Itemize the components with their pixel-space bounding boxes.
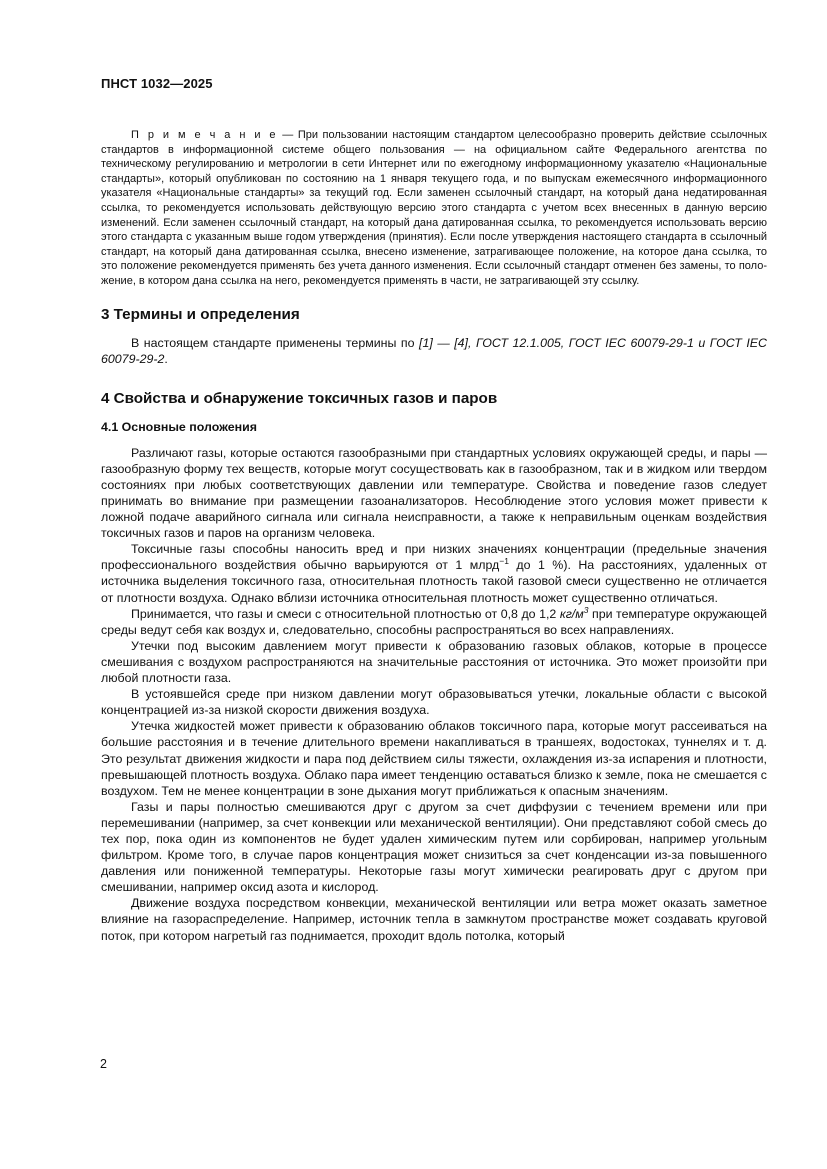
text-run: Газы и пары полностью смешиваются друг с другом за счет диффузии с течением времени или при перемешивании (например, за счет конвекции или механической вентиляции). Они представляют собой смесь до тех пор, пока один из компонентов не будет удален химическим путем или сорбирован, например угольным фильтром. Кроме того, в случае паров концентрация может снизиться за счет конденсации из-за повышенного давления или пониженной температуры. Некоторые газы могут химически реагировать друг с другом при смешивании, например оксид азота и кислород. bbox=[101, 799, 767, 895]
paragraph bbox=[101, 606, 767, 638]
text-run: Принимается, что газы и смеси с относительной плотностью от 0,8 до 1,2 bbox=[131, 606, 560, 621]
paragraph bbox=[101, 895, 767, 943]
text-run: . bbox=[164, 351, 168, 366]
text-run: Токсичные газы способны наносить вред и при низких значениях концентрации (предельные значения профессионального воздействия обычно варьируются от 1 млрд bbox=[101, 542, 767, 573]
section-3-title: 3 Термины и определения bbox=[101, 305, 300, 323]
paragraph bbox=[101, 799, 767, 896]
text-run: Утечка жидкостей может привести к образованию облаков токсичного пара, которые могут рассеиваться на большие расстояния и в течение длительного времени накапливаться в траншеях, водостоках, туннелях и т. д. Это результат движения жидкости и пара под действием силы тяжести, охлаждения из-за испарения и плотности, превышающей плотность воздуха. Облако пара имеет тенденцию оставаться близко к земле, пока не смешается с воздухом. Тем не менее концентрации в зоне дыхания могут приближаться к опасным значениям. bbox=[101, 719, 767, 798]
paragraph bbox=[101, 686, 767, 718]
paragraph bbox=[101, 445, 767, 542]
page-number: 2 bbox=[100, 1057, 107, 1071]
superscript: 3 bbox=[583, 604, 589, 615]
document-header: ПНСТ 1032—2025 bbox=[101, 76, 213, 91]
paragraph bbox=[101, 541, 767, 605]
superscript: −1 bbox=[499, 556, 509, 567]
note-label: П р и м е ч а н и е bbox=[131, 129, 278, 141]
text-run: Утечки под высоким давлением могут привести к образованию газовых облаков, которые в процессе смешивания с воздухом распространяются на значительные расстояния от источника. Это может произойти при любой плотности газа. bbox=[101, 638, 767, 686]
page-content bbox=[101, 128, 767, 944]
paragraph bbox=[101, 718, 767, 798]
text-run: Различают газы, которые остаются газообразными при стандартных условиях окружающей среды, и пары — газообразную форму тех веществ, которые могут сосуществовать как в газообразном, так и в жидком или твердом состояниях при любых соответствующих давлении или температуре. Свойства и поведение газов следует принимать во внимание при размещении газоанализаторов. Несоблюдение этого условия может привести к ложной подаче аварийного сигнала или сигнала неисправности, а также к неправильным оценкам воздействия токсичных газов и паров на организм человека. bbox=[101, 445, 767, 541]
paragraph bbox=[101, 638, 767, 686]
text-run: при температуре окружающей среды ведут себя как воздух и, следовательно, способны распространяться во всех направлениях. bbox=[101, 606, 767, 637]
section-4-title: 4 Свойства и обнаружение токсичных газов и паров bbox=[101, 389, 498, 407]
note-paragraph bbox=[101, 128, 767, 289]
italic-text: [1] — [4], ГОСТ 12.1.005, ГОСТ IEC 60079-29-1 и ГОСТ IEC 60079-29-2 bbox=[101, 335, 768, 366]
text-run: В настоящем стандарте применены термины по bbox=[131, 335, 420, 350]
text-run: Движение воздуха посредством конвекции, механической вентиляции или ветра может оказать заметное влияние на газораспределение. Например, источник тепла в замкнутом пространстве может создавать круговой поток, при котором нагретый газ поднимается, проходит вдоль потолка, который bbox=[101, 896, 767, 943]
section-3-paragraph bbox=[101, 335, 767, 367]
text-run: В устоявшейся среде при низком давлении могут образовываться утечки, локальные области с высокой концентрацией из-за низкой скорости движения воздуха. bbox=[101, 687, 767, 718]
text-run: до 1 %). На расстояниях, удаленных от источника выделения токсичного газа, относительная плотность такой газовой смеси существенно не отличается от плотности воздуха. Однако вблизи источника относительная плотность может существенно отличаться. bbox=[101, 558, 767, 605]
italic-text: кг/м bbox=[559, 606, 584, 621]
note-text: — При пользовании настоящим стандартом целесообразно проверить действие ссылочных стандартов в информационной системе общего пользования — на официальном сайте Федерального агентства по техническому регулированию и метрологии в сети Интернет или по ежегодному информационному указателю «Национальные стандарты», который опубликован по состоянию на 1 января текущего года, и по выпускам ежемесячного информационного указателя «Национальные стандарты» за текущий год. Если заменен ссылочный стандарт, на который дана недатированная ссылка, то рекомендуется использовать действующую версию этого стандарта с учетом всех внесенных в данную версию изменений. Если заменен ссылочный стандарт, на который дана датированная ссылка, то рекомендуется использовать версию этого стандарта с указанным выше годом утверждения (принятия). Если после утверждения настоящего стандарта в ссылочный стандарт, на который дана датированная ссылка, внесено изменение, затрагивающее положение, на которое дана ссылка, то это положение рекомендуется применять без учета данного изменения. Если ссылочный стандарт отменен без замены, то положение, в котором дана ссылка на него, рекомендуется применять в части, не затрагивающей эту ссылку. bbox=[101, 129, 767, 287]
subsection-4-1-title: 4.1 Основные положения bbox=[101, 419, 257, 434]
section-4-1-body bbox=[101, 445, 767, 944]
